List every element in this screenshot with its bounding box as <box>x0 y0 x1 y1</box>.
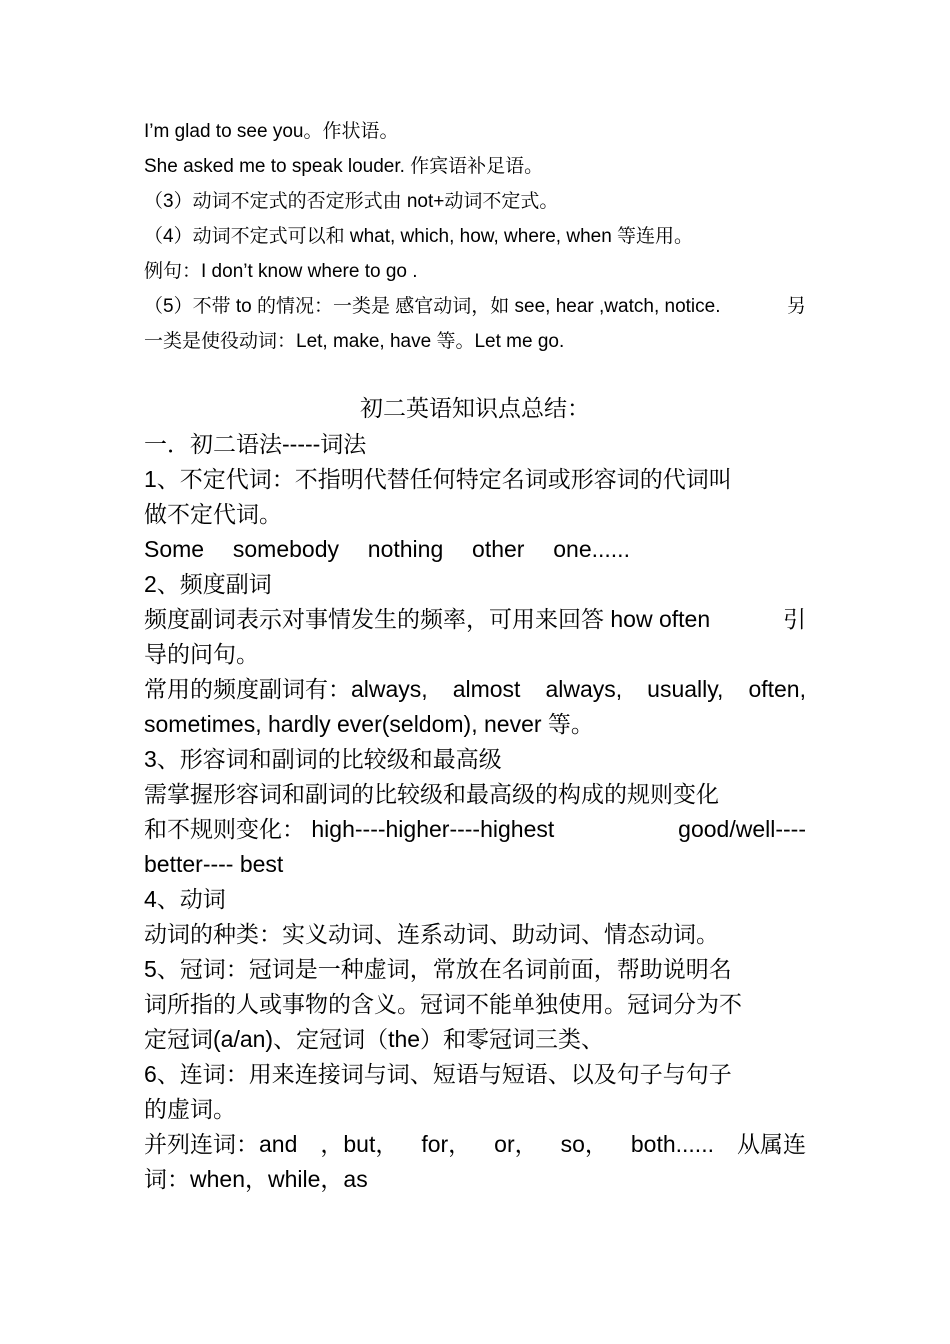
example-sentence-line: 例句：I don’t know where to go . <box>144 261 418 282</box>
conjunction-word: 从属连 <box>736 1131 806 1157</box>
document-title: 初二英语知识点总结： <box>360 396 590 422</box>
rule-5-text: （5）不带 to 的情况：一类是 感官动词，如 see, hear ,watch, notice. <box>144 296 721 317</box>
pronoun-word: nothing <box>367 536 444 562</box>
item-5-line-2: 词所指的人或事物的含义。冠词不能单独使用。冠词分为不 <box>144 991 742 1017</box>
rule-5-tail: 另 <box>786 296 806 317</box>
rule-4-line: （4）动词不定式可以和 what, which, how, where, when 等连用。 <box>144 226 694 247</box>
rule-5-continuation: 一类是使役动词：Let, make, have 等。Let me go. <box>144 331 565 352</box>
item-6-line-1: 6、连词：用来连接词与词、短语与短语、以及句子与句子 <box>144 1061 732 1087</box>
conjunction-word: for， <box>421 1131 472 1157</box>
item-5-line-3: 定冠词(a/an)、定冠词（the）和零冠词三类、 <box>144 1026 605 1052</box>
conjunctions-line-2: 词：when，while，as <box>144 1166 368 1192</box>
irregular-example-2: good/well---- <box>678 816 806 842</box>
item-1-line-2: 做不定代词。 <box>144 501 282 527</box>
rule-3-line: （3）动词不定式的否定形式由 not+动词不定式。 <box>144 191 559 212</box>
rule-5-line <box>144 289 806 324</box>
adverb-word: often, <box>748 676 806 702</box>
frequency-adverbs-line-2: sometimes, hardly ever(seldom), never 等。 <box>144 711 594 737</box>
irregular-example-1: 和不规则变化： high----higher----highest <box>144 816 555 842</box>
pronoun-examples <box>144 532 630 567</box>
conjunction-word: or， <box>494 1131 538 1157</box>
item-1-line-1: 1、不定代词：不指明代替任何特定名词或形容词的代词叫 <box>144 466 732 492</box>
pronoun-word: Some <box>144 536 205 562</box>
top-section <box>144 114 806 359</box>
item-2-text: 频度副词表示对事情发生的频率，可用来回答 how often <box>144 606 711 632</box>
frequency-adverbs-line-1 <box>144 672 806 707</box>
item-3-heading: 3、形容词和副词的比较级和最高级 <box>144 746 502 772</box>
item-2-line-1 <box>144 602 806 637</box>
item-5-line-1: 5、冠词：冠词是一种虚词，常放在名词前面，帮助说明名 <box>144 956 732 982</box>
item-2-tail: 引 <box>783 606 806 632</box>
pronoun-word: one...... <box>553 536 630 562</box>
example-line-2: She asked me to speak louder. 作宾语补足语。 <box>144 156 544 177</box>
conjunction-word: so， <box>560 1131 608 1157</box>
item-4-heading: 4、动词 <box>144 886 226 912</box>
adverb-word: always, <box>545 676 623 702</box>
adverb-word: usually, <box>647 676 724 702</box>
conjunction-word: both...... <box>630 1131 714 1157</box>
adverb-word: almost <box>452 676 521 702</box>
item-3-line-1: 需掌握形容词和副词的比较级和最高级的构成的规则变化 <box>144 781 719 807</box>
conjunction-word: ，but， <box>320 1131 399 1157</box>
item-4-line-1: 动词的种类：实义动词、连系动词、助动词、情态动词。 <box>144 921 719 947</box>
example-line-1: I’m glad to see you。作状语。 <box>144 121 399 142</box>
main-section <box>144 427 806 1197</box>
adverb-word: 常用的频度副词有：always, <box>144 676 428 702</box>
conjunctions-line-1 <box>144 1127 806 1162</box>
pronoun-word: somebody <box>232 536 339 562</box>
item-3-line-3: better---- best <box>144 851 284 877</box>
section-heading: 一．初二语法-----词法 <box>144 431 367 457</box>
conjunction-word: 并列连词：and <box>144 1131 298 1157</box>
item-6-line-2: 的虚词。 <box>144 1096 236 1122</box>
item-3-line-2 <box>144 812 806 847</box>
item-2-heading: 2、频度副词 <box>144 571 272 597</box>
item-2-line-2: 导的问句。 <box>144 641 259 667</box>
pronoun-word: other <box>472 536 525 562</box>
